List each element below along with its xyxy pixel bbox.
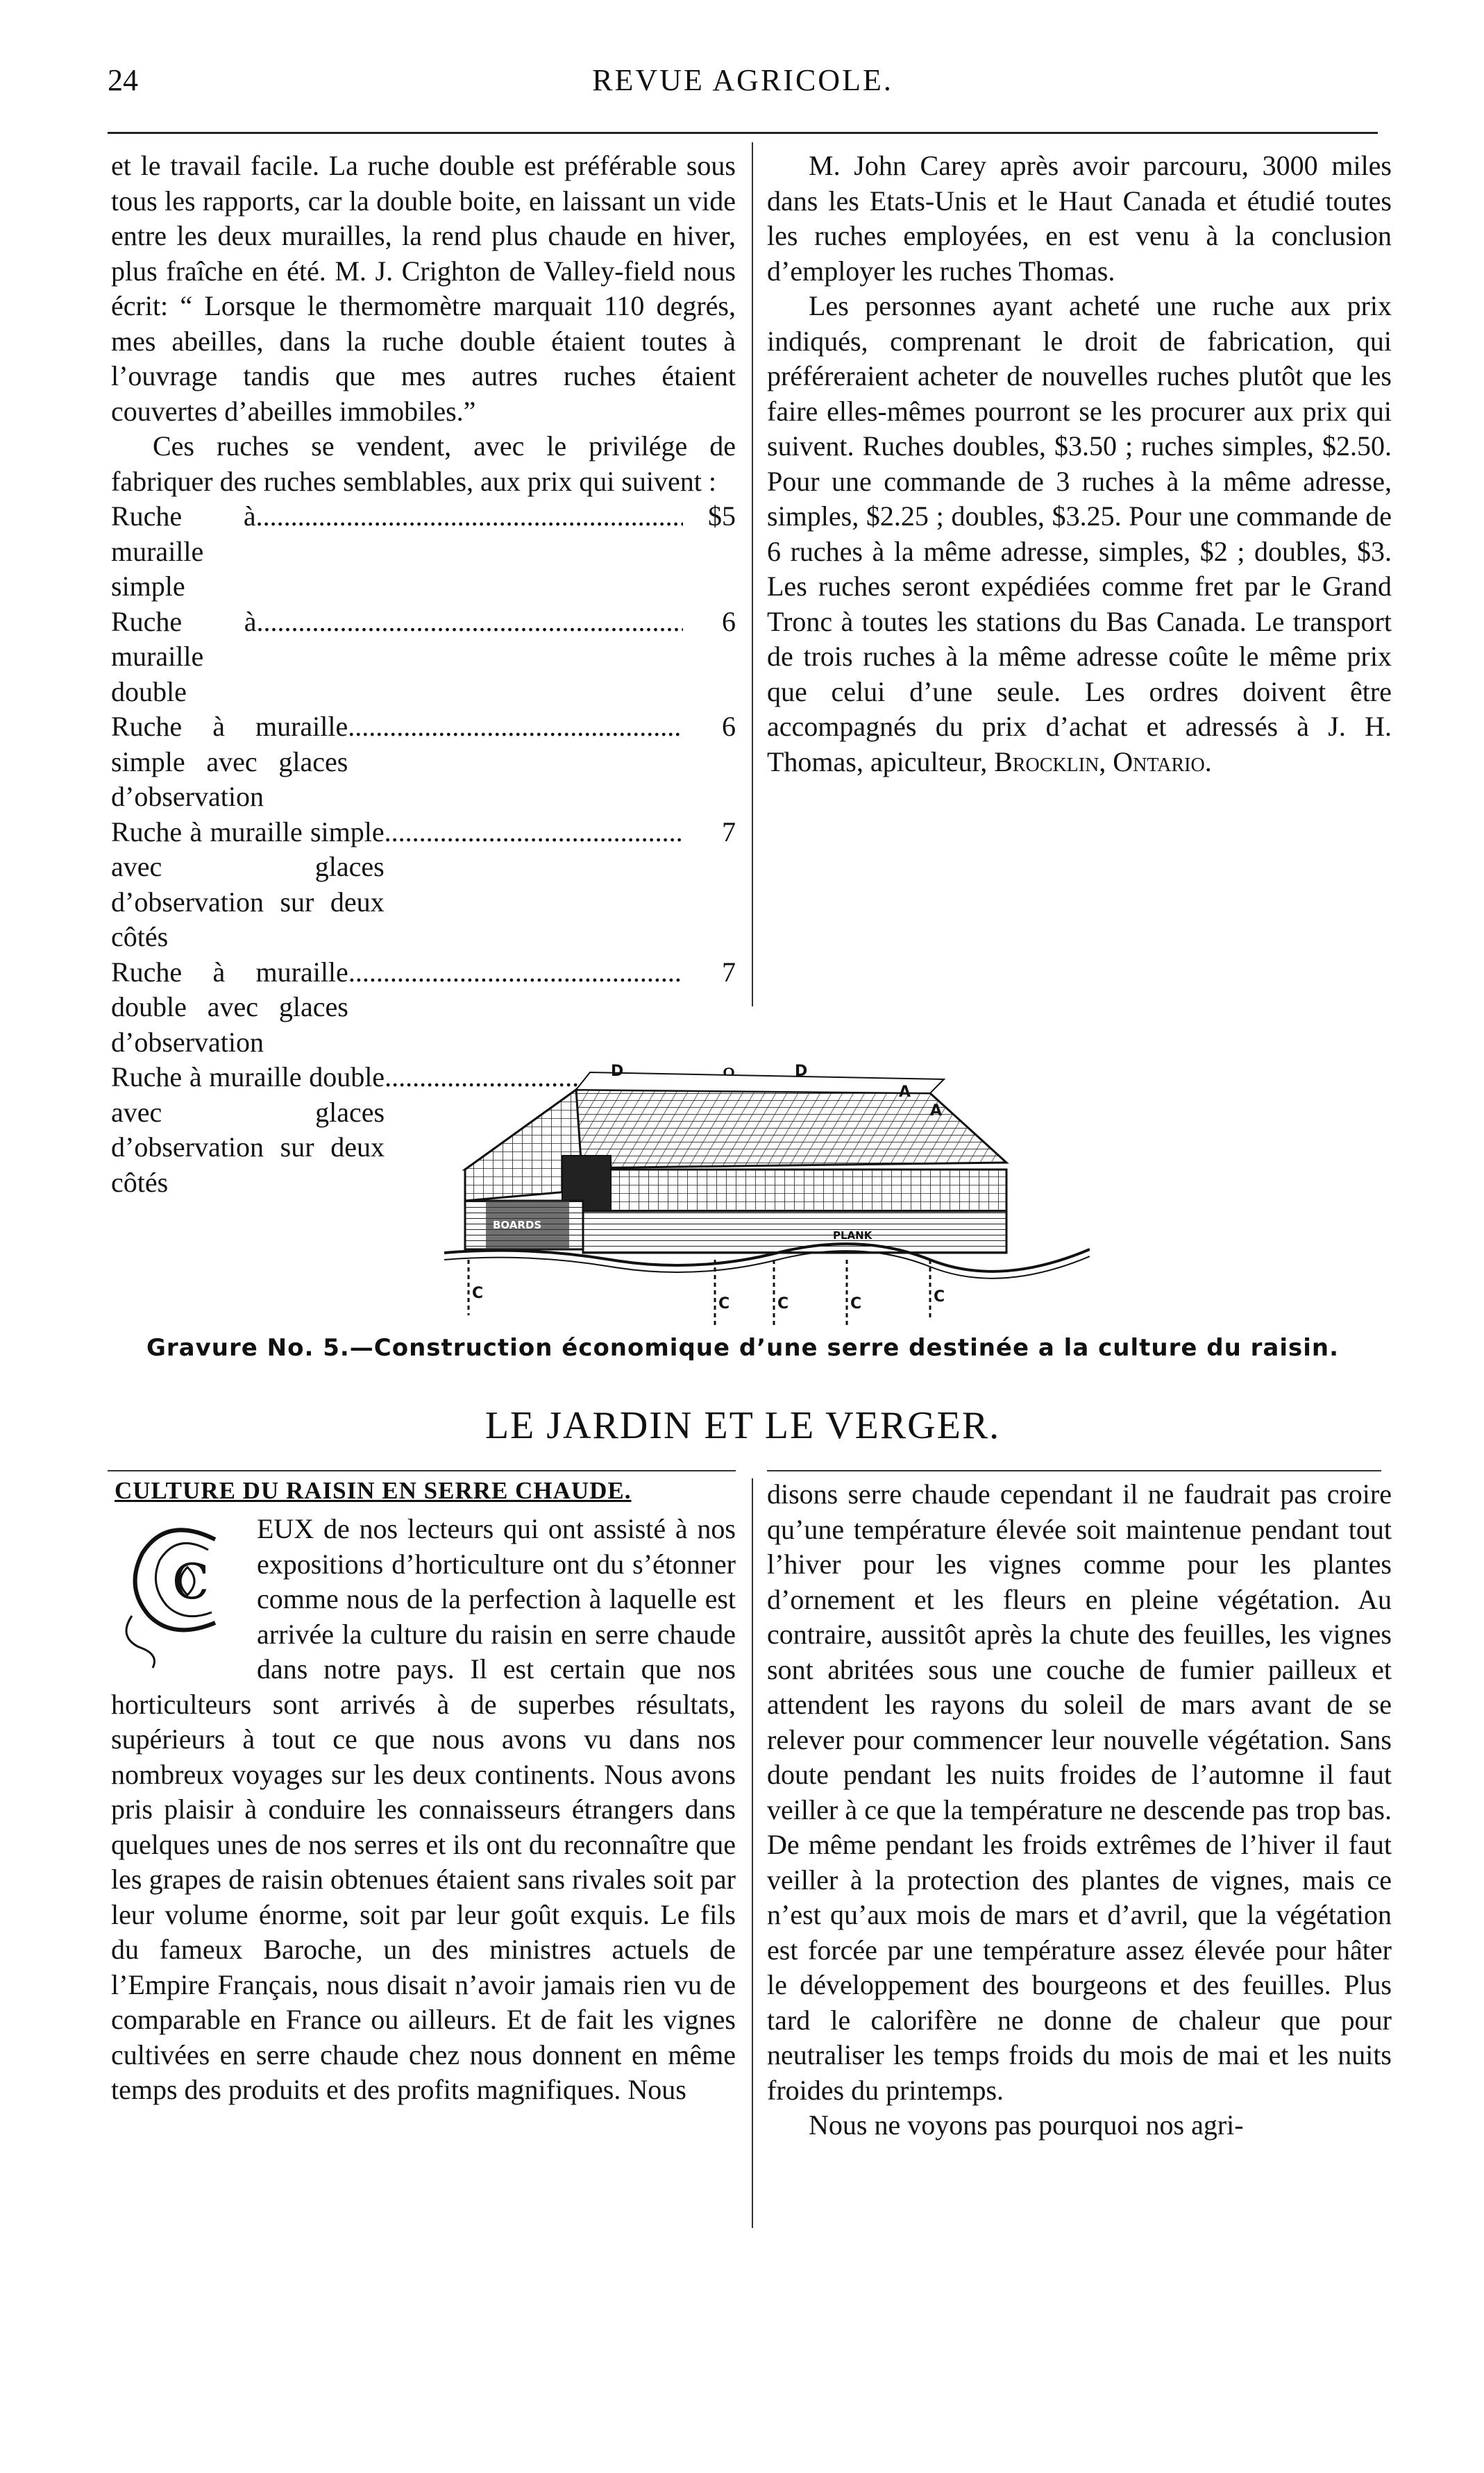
first-word: EUX <box>257 1513 314 1544</box>
price-list-item <box>111 499 736 605</box>
label-d: D <box>795 1063 808 1080</box>
price-item-label: Ruche à muraille simple avec glaces d’observation <box>111 711 348 812</box>
section-rule <box>108 1470 736 1471</box>
price-list-item <box>111 709 736 815</box>
paragraph-text: de nos lecteurs qui ont assisté à nos expositions d’horticulture ont du s’étonner comme nous de la perfection à laquelle est arrivée la culture du raisin en serre chaude dans notre pays. Il est certain que nos horticulteurs sont arrivés à de superbes résultats, supérieurs à tout ce que nous avons vu dans nos nombreux voyages sur les deux continents. Nous avons pris plaisir à conduire les connaisseurs étrangers dans quelques unes de nos serres et ils ont du reconnaître que les grapes de raisin obtenues étaient sans rivales soit par leur volume énorme, soit par leur goût exquis. Le fils du fameux Baroche, un des ministres actuels de l’Empire Français, nous disait n’avoir jamais rien vu de comparable en France ou ailleurs. Et de fait les vignes cultivées en serre chaude chez nous donnent en même temps des produits et des profits magnifiques. Nous <box>111 1513 736 2105</box>
price-item-label: Ruche à muraille simple <box>111 500 256 602</box>
header-rule <box>108 132 1378 134</box>
decorative-drop-cap <box>111 1512 250 1671</box>
running-title: REVUE AGRICOLE. <box>592 63 893 97</box>
price-item-label: Ruche à muraille double avec glaces d’observation sur deux côtés <box>111 1061 385 1198</box>
leader-dots <box>348 709 683 745</box>
column-divider <box>752 142 753 1006</box>
price-list-item <box>111 815 736 955</box>
price-item-label: Ruche à muraille double avec glaces d’observation <box>111 956 348 1058</box>
price-item-label: Ruche à muraille simple avec glaces d’observation sur deux côtés <box>111 816 385 952</box>
column-divider <box>752 1478 753 2228</box>
price-item-price: 7 <box>722 956 736 988</box>
price-item-price: 6 <box>722 711 736 742</box>
page-header <box>108 62 1378 111</box>
paragraph: et le travail facile. La ruche double est préférable sous tous les rapports, car la double boite, en laissant un vide entre les deux murailles, la rend plus chaude en hiver, plus fraîche en été. M. J. Crighton de Valley-field nous écrit: “ Lorsque le thermomètre marquait 110 degrés, mes abeilles, dans la ruche double étaient toutes à l’ouvrage tandis que mes autres ruches étaient couvertes d’abeilles immobiles.” <box>111 150 736 427</box>
label-c: C <box>850 1295 862 1313</box>
address: Brocklin, Ontario. <box>994 745 1212 777</box>
left-column-top <box>111 149 736 1200</box>
label-c: C <box>718 1295 730 1313</box>
label-c: C <box>777 1295 789 1313</box>
label-d: D <box>611 1063 624 1080</box>
label-c: C <box>472 1285 484 1302</box>
price-list-item <box>111 605 736 710</box>
label-a: A <box>899 1083 911 1101</box>
page-number: 24 <box>108 63 138 97</box>
left-column-bottom <box>111 1512 736 2108</box>
label-a: A <box>930 1102 943 1120</box>
label-boards: BOARDS <box>493 1219 542 1231</box>
figure-caption: Gravure No. 5.—Construction économique d’une serre destinée a la culture du raisin. <box>146 1334 1339 1362</box>
paragraph: Nous ne voyons pas pourquoi nos agri- <box>809 2109 1244 2141</box>
subsection-title: CULTURE DU RAISIN EN SERRE CHAUDE. <box>115 1477 632 1504</box>
drop-cap-letter: C <box>172 1553 210 1610</box>
paragraph: disons serre chaude cependant il ne faudrait pas croire qu’une température élevée soit maintenue pendant tout l’hiver pour les vignes comme pour les plantes d’ornement et les fleurs en pleine végétation. Au contraire, aussitôt après la chute des feuilles, les vignes sont abritées sous une couche de fumier pailleux et attendent les rayons du soleil de mars avant de se relever pour commencer leur nouvelle végétation. Sans doute pendant les nuits froides de l’automne il faut veiller à ce que la température ne descende pas trop bas. De même pendant les froids extrêmes de l’hiver il faut veiller à la protection des plantes de vignes, mais ce n’est qu’aux mois de mars et d’avril, que la végétation est forcée par une température assez élevée pour hâter le développement des bourgeons et des feuilles. Plus tard le calorifère ne donne de chaleur que pour neutraliser les temps froids du mois de mai et les nuits froides du printemps. <box>767 1478 1392 2106</box>
section-title: LE JARDIN ET LE VERGER. <box>484 1404 1001 1447</box>
paragraph <box>767 289 1392 779</box>
leader-dots <box>385 815 683 850</box>
greenhouse-illustration <box>444 1052 1090 1329</box>
label-plank: PLANK <box>833 1229 872 1242</box>
right-column-bottom <box>767 1477 1392 2143</box>
right-column-top <box>767 149 1392 779</box>
price-item-price: 7 <box>722 816 736 847</box>
price-item-price: $5 <box>708 500 736 532</box>
paragraph: M. John Carey après avoir parcouru, 3000 miles dans les Etats-Unis et le Haut Canada et étudié toutes les ruches employées, en est venu à la conclusion d’employer les ruches Thomas. <box>767 150 1392 287</box>
price-item-label: Ruche à muraille double <box>111 605 257 707</box>
leader-dots <box>348 955 683 990</box>
paragraph: Ces ruches se vendent, avec le privilége de fabriquer des ruches semblables, aux prix qui suivent : <box>111 430 736 497</box>
section-rule <box>767 1470 1381 1471</box>
paragraph-text: Les personnes ayant acheté une ruche aux prix indiqués, comprenant le droit de fabrication, qui préféreraient acheter de nouvelles ruches plutôt que les faire elles-mêmes pourront se les procurer aux prix qui suivent. Ruches doubles, $3.50 ; ruches simples, $2.50. Pour une commande de 3 ruches à la même adresse, simples, $2.25 ; doubles, $3.25. Pour une commande de 6 ruches à la même adresse, simples, $2 ; doubles, $3. Les ruches seront expédiées comme fret par le Grand Tronc à toutes les stations du Bas Canada. Le transport de trois ruches à la même adresse coûte le même prix que celui d’une seule. Les ordres doivent être accompagnés du prix d’achat et adressés à J. H. Thomas, apiculteur, <box>767 290 1392 777</box>
leader-dots <box>257 605 683 640</box>
leader-dots <box>256 499 683 534</box>
label-c: C <box>934 1288 945 1306</box>
price-list-item <box>111 955 736 1061</box>
price-item-price: 6 <box>722 605 736 637</box>
